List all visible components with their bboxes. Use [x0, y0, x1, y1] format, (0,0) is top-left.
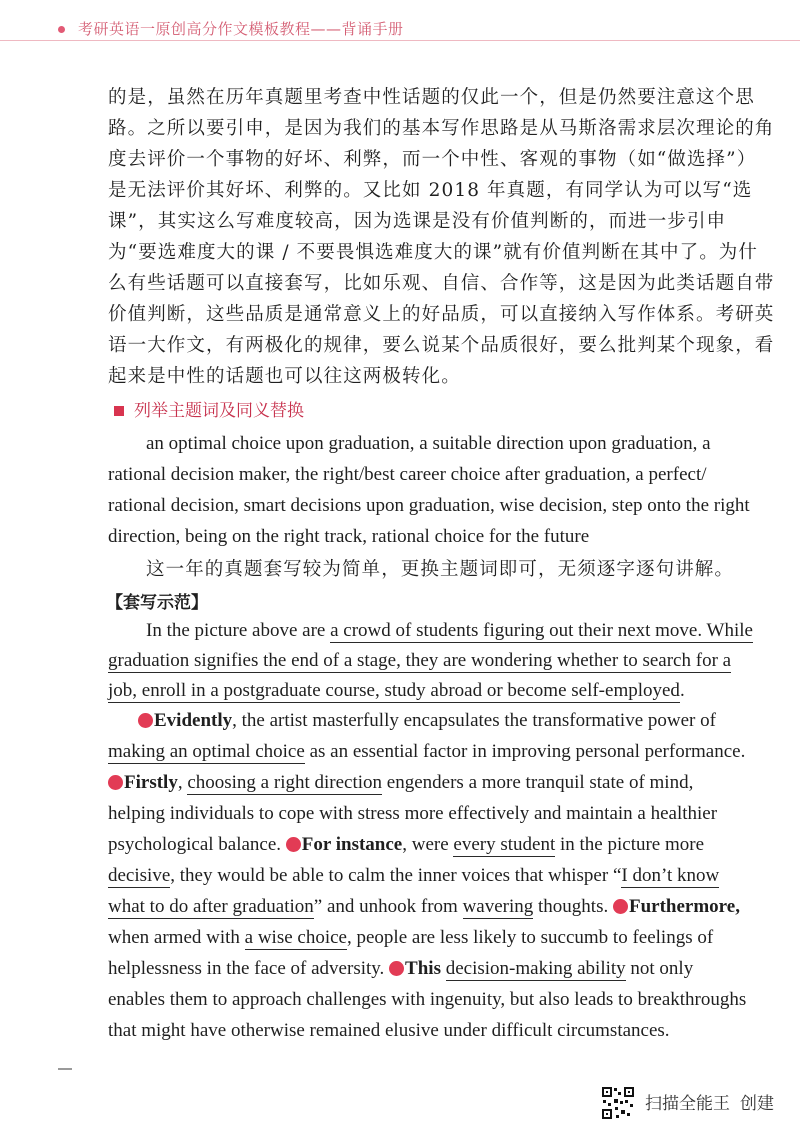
example-line: that might have otherwise remained elusive under difficult circumstances.	[108, 1020, 670, 1041]
example-line: decisive, they would be able to calm the inner voices that whisper “I don’t know	[108, 865, 720, 886]
example-line: Firstly, choosing a right direction engenders a more tranquil state of mind,	[108, 769, 693, 797]
example-heading: 【套写示范】	[106, 593, 208, 613]
example-line: graduation signifies the end of a stage, they are wondering whether to search for a	[108, 650, 732, 671]
example-line: enables them to approach challenges with ingenuity, but also leads to breakthroughs	[108, 989, 747, 1010]
example-line: Evidently, the artist masterfully encapsulates the transformative power of	[138, 707, 716, 735]
scanner-app-name: 扫描全能王	[645, 1094, 730, 1114]
section-note: 这一年的真题套写较为简单，更换主题词即可，无须逐字逐句讲解。	[146, 559, 735, 580]
synonym-line: direction, being on the right track, rational choice for the future	[108, 526, 590, 547]
intro-line: 价值判断，这些品质是通常意义上的好品质，可以直接纳入写作体系。考研英	[108, 304, 775, 325]
marker-4-icon	[613, 899, 628, 914]
section-title: 列举主题词及同义替换	[134, 401, 304, 421]
marker-5-icon	[389, 961, 404, 976]
marker-3-icon	[286, 837, 301, 852]
synonym-line: an optimal choice upon graduation, a suitable direction upon graduation, a	[146, 433, 711, 454]
page-edge-mark	[58, 1068, 72, 1070]
intro-line: 是无法评价其好坏、利弊的。又比如 2018 年真题，有同学认为可以写“选	[108, 180, 753, 201]
intro-line: 的是，虽然在历年真题里考查中性话题的仅此一个，但是仍然要注意这个思	[108, 87, 755, 108]
intro-line: 为“要选难度大的课 / 不要畏惧选难度大的课”就有价值判断在其中了。为什	[108, 242, 759, 263]
header-title: 考研英语一原创高分作文模板教程——背诵手册	[78, 20, 404, 38]
scanner-action: 创建	[740, 1094, 774, 1114]
example-line: In the picture above are a crowd of students figuring out their next move. While	[146, 620, 753, 641]
section-heading	[114, 397, 304, 425]
intro-line: 起来是中性的话题也可以往这两极转化。	[108, 366, 461, 387]
example-line: when armed with a wise choice, people are less likely to succumb to feelings of	[108, 927, 714, 948]
example-line: psychological balance. For instance, were every student in the picture more	[108, 834, 705, 855]
qr-code-icon	[601, 1086, 635, 1120]
example-line: job, enroll in a postgraduate course, study abroad or become self-employed.	[108, 680, 685, 701]
intro-line: 路。之所以要引申，是因为我们的基本写作思路是从马斯洛需求层次理论的角	[108, 118, 775, 139]
example-line: what to do after graduation” and unhook from wavering thoughts. Furthermore,	[108, 896, 740, 917]
example-line: helplessness in the face of adversity. This decision-making ability not only	[108, 958, 694, 979]
scanner-watermark	[645, 1089, 774, 1114]
example-line: making an optimal choice as an essential factor in improving personal performance.	[108, 741, 746, 762]
marker-2-icon	[108, 775, 123, 790]
square-bullet-icon	[114, 406, 124, 416]
intro-line: 度去评价一个事物的好坏、利弊，而一个中性、客观的事物（如“做选择”）	[108, 149, 757, 170]
example-line: helping individuals to cope with stress more effectively and maintain a healthier	[108, 803, 718, 824]
intro-line: 么有些话题可以直接套写，比如乐观、自信、合作等，这是因为此类话题自带	[108, 273, 775, 294]
marker-1-icon	[138, 713, 153, 728]
header-bullet-icon	[58, 26, 65, 33]
intro-line: 课”，其实这么写难度较高，因为选课是没有价值判断的，而进一步引申	[108, 211, 727, 232]
page-header	[0, 0, 800, 41]
intro-line: 语一大作文，有两极化的规律，要么说某个品质很好，要么批判某个现象，看	[108, 335, 775, 356]
synonym-line: rational decision maker, the right/best career choice after graduation, a perfect/	[108, 464, 707, 485]
synonym-line: rational decision, smart decisions upon graduation, wise decision, step onto the right	[108, 495, 750, 516]
